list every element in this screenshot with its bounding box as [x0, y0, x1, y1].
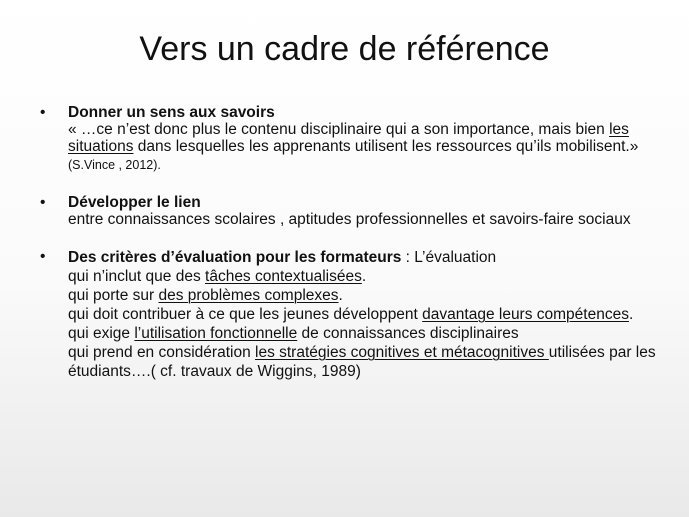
- bullet-marker: •: [40, 194, 46, 211]
- quote-text: [68, 121, 660, 174]
- criteria-underlined: l’utilisation fonctionnelle: [134, 325, 298, 342]
- bullet-heading-line: [68, 248, 660, 267]
- criteria-text-end: .: [361, 268, 367, 285]
- bullet-heading: Des critères d’évaluation pour les formateurs: [68, 249, 402, 266]
- bullet-heading: Développer le lien: [68, 194, 201, 211]
- criteria-line: [68, 343, 660, 381]
- criteria-text-end: utilisées par les étudiants….( cf. travaux de Wiggins, 1989): [68, 344, 656, 380]
- criteria-underlined: des problèmes complexes: [158, 287, 339, 304]
- criteria-line: [68, 305, 660, 324]
- quote-underlined: les situations: [68, 121, 629, 155]
- criteria-text-end: .: [338, 287, 343, 304]
- criteria-line: [68, 324, 660, 343]
- bullet-heading: Donner un sens aux savoirs: [68, 104, 275, 121]
- bullet-marker: •: [40, 248, 46, 265]
- bullet-list: [40, 104, 660, 381]
- criteria-text-end: de connaissances disciplinaires: [297, 325, 519, 342]
- citation: (S.Vince , 2012).: [68, 158, 161, 172]
- bullet-item-criteres: [40, 248, 660, 381]
- bullet-item-sens-savoirs: [40, 104, 660, 174]
- criteria-line: [68, 286, 660, 305]
- quote-part-2: dans lesquelles les apprenants utilisent les ressources qu’ils mobilisent.»: [133, 138, 639, 155]
- criteria-text: qui n’inclut que des: [68, 268, 206, 285]
- criteria-text: qui doit contribuer à ce que les jeunes développent: [68, 306, 423, 323]
- bullet-text: entre connaissances scolaires , aptitudes professionnelles et savoirs-faire sociaux: [68, 211, 631, 228]
- criteria-text: qui porte sur: [68, 287, 159, 304]
- criteria-text: qui prend en considération: [68, 344, 255, 361]
- bullet-item-lien: [40, 194, 660, 228]
- quote-part-1: « …ce n’est donc plus le contenu disciplinaire qui a son importance, mais bien: [68, 121, 605, 138]
- criteria-text: qui exige: [68, 325, 135, 342]
- bullet-heading-suffix: : L’évaluation: [401, 249, 497, 266]
- criteria-underlined: tâches contextualisées: [205, 268, 362, 285]
- criteria-underlined: davantage leurs compétences: [422, 306, 629, 323]
- criteria-line: [68, 267, 660, 286]
- slide-title: Vers un cadre de référence: [139, 30, 550, 68]
- bullet-marker: •: [40, 104, 46, 121]
- criteria-underlined: les stratégies cognitives et métacognitives: [255, 344, 549, 361]
- criteria-text-end: .: [628, 306, 634, 323]
